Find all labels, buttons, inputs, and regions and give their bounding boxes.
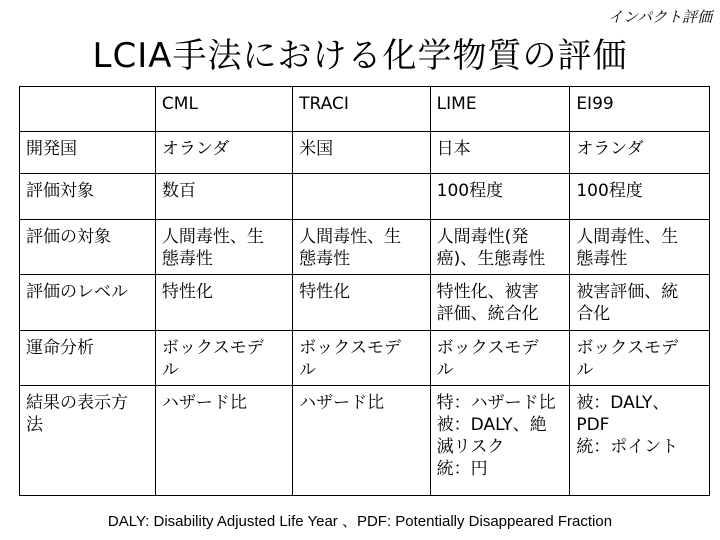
row-label: 開発国 <box>20 132 156 174</box>
table-cell: 被害評価、統 合化 <box>570 275 710 331</box>
lcia-comparison-table <box>19 86 710 496</box>
row-label: 評価の対象 <box>20 220 156 275</box>
table-cell: 被：DALY、 PDF 統：ポイント <box>570 386 710 496</box>
header-cell-ei99: EI99 <box>570 87 710 132</box>
table-cell: ハザード比 <box>293 386 431 496</box>
header-cell-lime: LIME <box>430 87 570 132</box>
table-cell: 米国 <box>293 132 431 174</box>
table-cell: 特性化 <box>293 275 431 331</box>
table-cell: 特性化、被害 評価、統合化 <box>430 275 570 331</box>
footnote: DALY: Disability Adjusted Life Year 、PDF: Potentially Disappeared Fraction <box>107 513 613 530</box>
table-row <box>20 331 710 386</box>
table-cell: ボックスモデ ル <box>570 331 710 386</box>
section-label: インパクト評価 <box>608 8 712 26</box>
table-cell: ボックスモデ ル <box>155 331 292 386</box>
table-cell: オランダ <box>570 132 710 174</box>
slide-title: LCIA手法における化学物質の評価 <box>92 36 628 76</box>
row-label: 評価のレベル <box>20 275 156 331</box>
table-cell: ハザード比 <box>155 386 292 496</box>
table-cell: 数百 <box>155 174 292 220</box>
table-cell: 特性化 <box>155 275 292 331</box>
table-row <box>20 220 710 275</box>
row-label: 結果の表示方 法 <box>20 386 156 496</box>
table-cell: 日本 <box>430 132 570 174</box>
table-cell: 人間毒性、生 態毒性 <box>155 220 292 275</box>
table-cell: ボックスモデ ル <box>430 331 570 386</box>
header-cell-traci: TRACI <box>293 87 431 132</box>
table-cell: 人間毒性、生 態毒性 <box>570 220 710 275</box>
table-cell: ボックスモデ ル <box>293 331 431 386</box>
table-row <box>20 132 710 174</box>
table-cell: 100程度 <box>430 174 570 220</box>
row-label: 運命分析 <box>20 331 156 386</box>
table-cell: 人間毒性、生 態毒性 <box>293 220 431 275</box>
table-cell: オランダ <box>155 132 292 174</box>
table-cell: 人間毒性(発 癌)、生態毒性 <box>430 220 570 275</box>
table-cell: 特：ハザード比 被：DALY、絶 滅リスク 統：円 <box>430 386 570 496</box>
table-cell: 100程度 <box>570 174 710 220</box>
table-row <box>20 386 710 496</box>
table-row <box>20 174 710 220</box>
table-row <box>20 275 710 331</box>
header-cell-empty <box>20 87 156 132</box>
header-cell-cml: CML <box>155 87 292 132</box>
row-label: 評価対象 <box>20 174 156 220</box>
table-cell <box>293 174 431 220</box>
table-header-row <box>20 87 710 132</box>
